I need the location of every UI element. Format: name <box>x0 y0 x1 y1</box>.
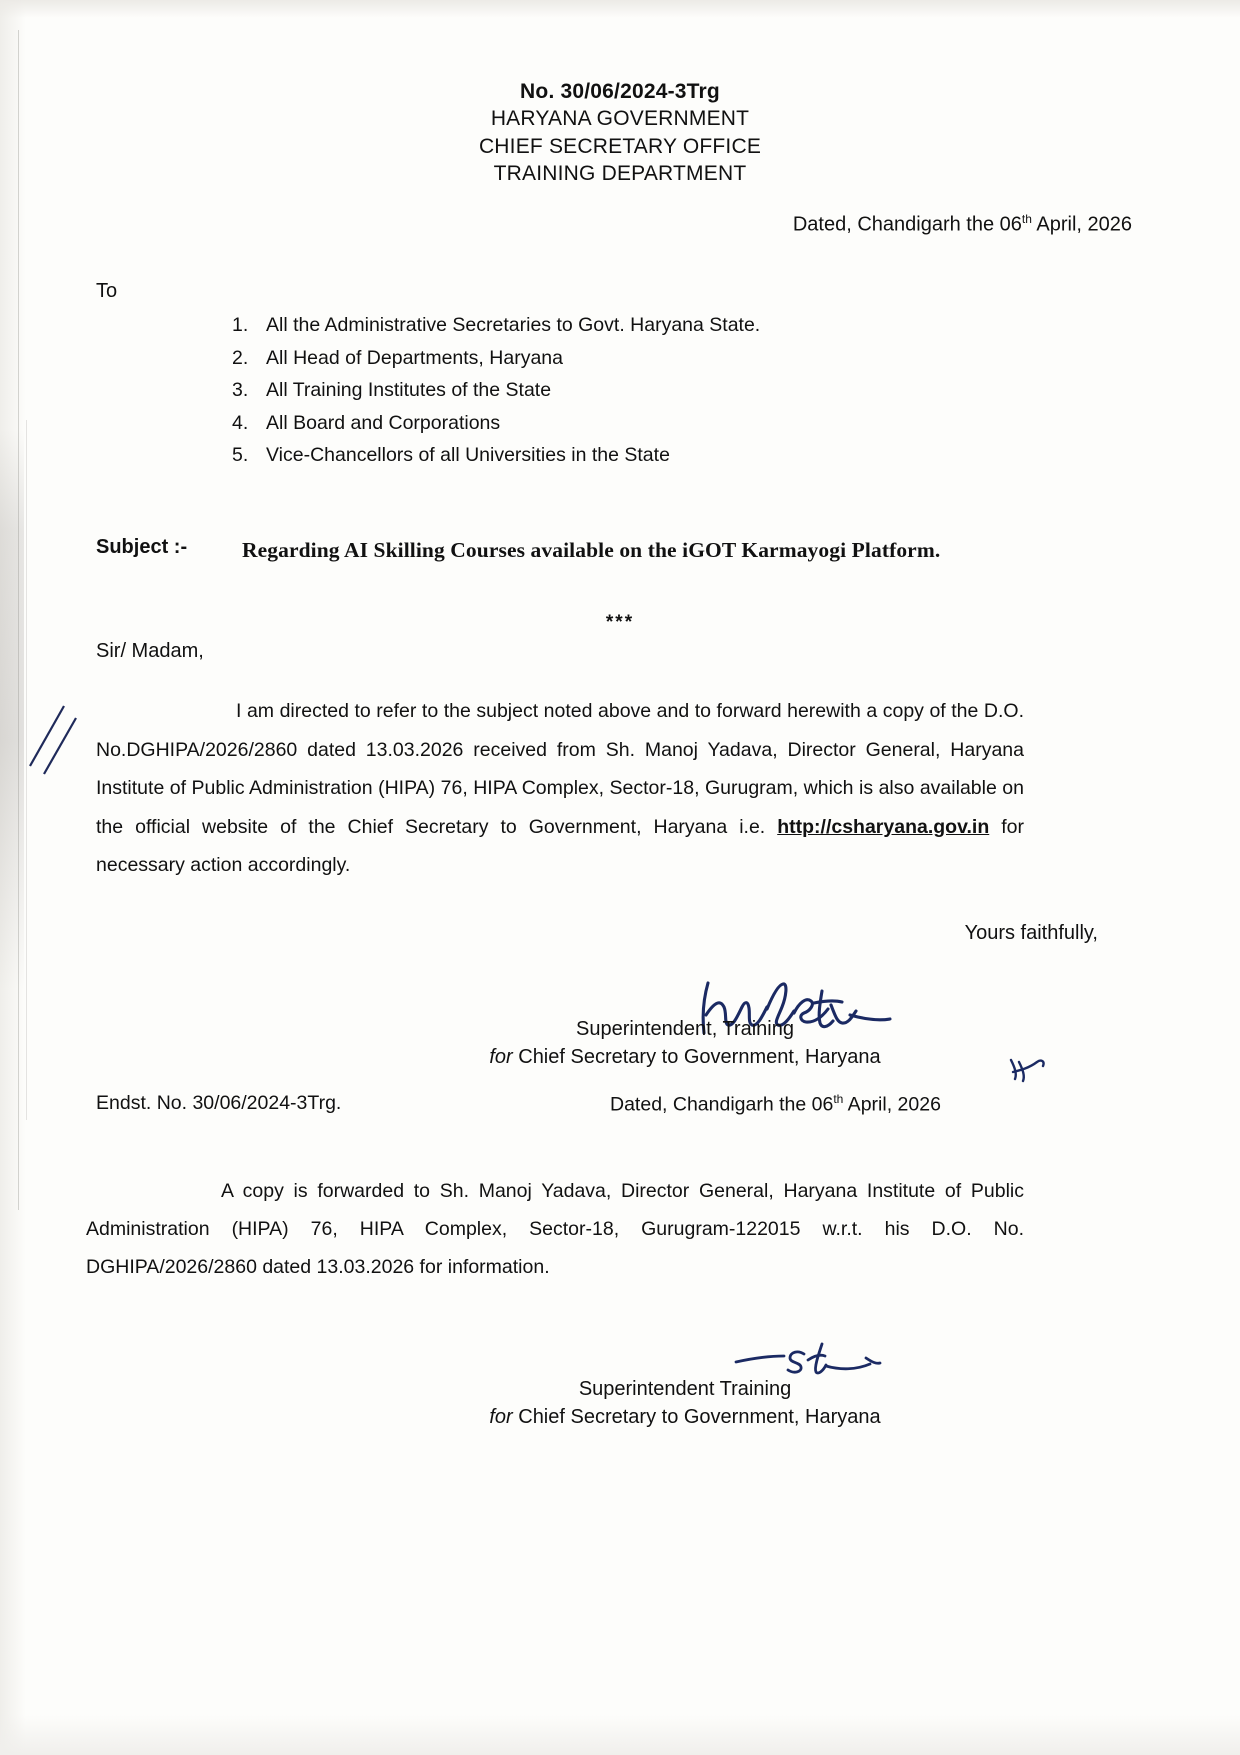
government-name: HARYANA GOVERNMENT <box>490 107 750 131</box>
list-item-number: 5. <box>232 444 249 466</box>
subject-text: Regarding AI Skilling Courses available on the iGOT Karmayogi Platform. <box>242 538 941 562</box>
forwarding-paragraph: A copy is forwarded to Sh. Manoj Yadava, Director General, Haryana Institute of Public Administration (HIPA) 76, HIPA Complex, Sector-18, Gurugram-122015 w.r.t. his D.O. No. DGHIPA/2026/2860 dated 13.03.2026 for information. <box>86 1180 1024 1279</box>
signatory2-for-line <box>0 1406 1240 1429</box>
list-item-number: 4. <box>232 411 249 434</box>
addressee-list <box>232 316 760 479</box>
for-authority: Chief Secretary to Government, Haryana <box>512 1046 881 1068</box>
scan-edge-shadow-bottom <box>0 1715 1240 1755</box>
scan-edge-shadow-top <box>0 0 1240 18</box>
list-item-number: 2. <box>232 346 249 369</box>
list-item <box>232 381 760 401</box>
dateline <box>793 212 1132 237</box>
signatory2-designation: Superintendent Training <box>578 1378 792 1400</box>
list-item-label: All Board and Corporations <box>266 411 501 434</box>
signatory-for-line <box>0 1046 1240 1069</box>
signatory-designation: Superintendent, Training <box>576 1018 794 1040</box>
list-item <box>232 411 760 434</box>
list-item-number: 3. <box>232 379 249 401</box>
endorsement-dateline <box>610 1092 941 1117</box>
list-item <box>232 316 760 336</box>
body-paragraph <box>96 692 1024 885</box>
signature-sd-image <box>730 1338 890 1380</box>
dateline-suffix: April, 2026 <box>1031 213 1132 236</box>
to-label: To <box>96 280 118 302</box>
list-item-label: All the Administrative Secretaries to Govt. Haryana State. <box>266 314 761 336</box>
section-separator: *** <box>605 612 635 633</box>
dateline-ordinal: th <box>1021 212 1032 226</box>
list-item-label: All Training Institutes of the State <box>266 379 552 401</box>
handwritten-margin-slash-icon <box>20 690 90 780</box>
reference-number: No. 30/06/2024-3Trg <box>520 80 720 103</box>
for-authority: Chief Secretary to Government, Haryana <box>512 1406 881 1428</box>
list-item-label: Vice-Chancellors of all Universities in the State <box>266 444 670 466</box>
body-text-part1: I am directed to refer to the subject noted above and to forward herewith a copy of the D.O. No.DGHIPA/2026/2860 dated 13.03.2026 received from Sh. Manoj Yadava, Director General, Haryana Institute of Public Administration (HIPA) 76, HIPA Complex, Sector-18, Gurugram, which is also available on the official website of the Chief Secretary to Government, Haryana i.e. <box>96 700 1024 838</box>
website-link[interactable]: http://csharyana.gov.in <box>777 815 990 838</box>
list-item-label: All Head of Departments, Haryana <box>266 346 563 369</box>
endorsement-date-prefix: Dated, Chandigarh the 06 <box>610 1093 834 1116</box>
for-word: for <box>489 1406 513 1428</box>
subject-row <box>96 536 1056 565</box>
office-name: CHIEF SECRETARY OFFICE <box>478 134 762 158</box>
subject-label: Subject :- <box>96 536 188 558</box>
salutation: Sir/ Madam, <box>96 640 204 662</box>
endorsement-date-suffix: April, 2026 <box>843 1093 941 1116</box>
signature-flourish-icon <box>1005 1052 1051 1086</box>
endorsement-number: Endst. No. 30/06/2024-3Trg. <box>96 1092 342 1114</box>
scan-edge-shadow-left <box>0 0 26 1755</box>
endorsement-date-ordinal: th <box>833 1092 844 1106</box>
body-text-part2: for necessary action accordingly. <box>96 815 1024 877</box>
yours-faithfully: Yours faithfully, <box>964 922 1098 944</box>
department-name: TRAINING DEPARTMENT <box>493 161 747 185</box>
list-item <box>232 446 760 466</box>
list-item-number: 1. <box>232 314 249 336</box>
dateline-prefix: Dated, Chandigarh the 06 <box>792 213 1022 236</box>
letterhead <box>0 78 1240 187</box>
for-word: for <box>489 1046 513 1068</box>
list-item <box>232 346 760 369</box>
